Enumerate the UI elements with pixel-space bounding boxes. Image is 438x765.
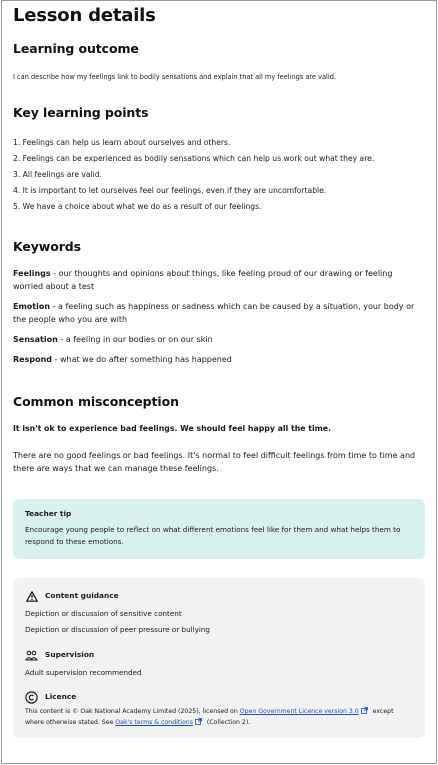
keywords-heading: Keywords [13,239,81,254]
list-item: 4. It is important to let ourselves feel our feelings, even if they are uncomfortable. [13,186,327,195]
copyright-icon [25,691,38,703]
misconception-question: It isn't ok to experience bad feelings. We should feel happy all the time. [13,424,332,433]
supervision-header [25,649,413,661]
content-guidance-item: Depiction or discussion of sensitive content [25,609,182,618]
learning-outcome-text: I can describe how my feelings link to bodily sensations and explain that all my feelings are valid. [13,73,336,81]
warning-triangle-icon [25,590,38,602]
keyword-term: Emotion [13,302,51,311]
content-guidance-item: Depiction or discussion of peer pressure or bullying [25,625,210,634]
keyword-term: Respond [13,355,52,364]
licence-text-part: This content is © Oak National Academy Limited (2025), licensed on [25,708,240,715]
supervision-text: Adult supervision recommended [25,668,142,677]
content-guidance-box [13,578,425,738]
licence-text-part: (Collection 2). [204,719,251,726]
list-item: 2. Feelings can be experienced as bodily sensations which can help us work out what they are. [13,154,375,163]
key-learning-points-list [13,135,425,215]
content-guidance-header [25,590,413,602]
keyword-item [13,333,425,346]
open-government-licence-link[interactable]: Open Government Licence version 3.0 [239,708,359,715]
licence-title: Licence [45,692,77,701]
keyword-definition: - our thoughts and opinions about things, like feeling proud of our drawing or feeling worried about a test [13,269,393,291]
list-item: 1. Feelings can help us learn about ourselves and others. [13,138,231,147]
external-link-icon [361,707,368,718]
licence-header [25,691,413,703]
external-link-icon [195,718,202,729]
teacher-tip-box [13,499,425,559]
list-item: 3. All feelings are valid. [13,170,103,179]
terms-and-conditions-link[interactable]: Oak's terms & conditions [115,719,193,726]
page-title: Lesson details [13,5,156,26]
supervision-title: Supervision [45,650,95,659]
lesson-details-panel [1,0,437,764]
teacher-tip-title: Teacher tip [25,509,72,518]
list-item: 5. We have a choice about what we do as a result of our feelings. [13,202,262,211]
content-guidance-title: Content guidance [45,591,119,600]
teacher-tip-text: Encourage young people to reflect on what different emotions feel like for them and what helps them to respond to these emotions. [25,525,401,546]
keyword-item [13,267,425,293]
keyword-item [13,300,425,326]
learning-outcome-heading: Learning outcome [13,41,139,56]
licence-text-part: except where otherwise stated. See [25,708,394,726]
licence-text [25,707,413,729]
keyword-definition: - what we do after something has happened [52,355,232,364]
misconception-answer: There are no good feelings or bad feelings. It's normal to feel difficult feelings from time to time and there are ways that we can manage these feelings. [13,451,416,473]
keyword-definition: - a feeling such as happiness or sadness which can be caused by a situation, your body or the people who you are with [13,302,415,324]
supervision-group-icon [25,649,38,661]
key-learning-points-heading: Key learning points [13,105,149,120]
keyword-term: Feelings [13,269,51,278]
keyword-item [13,353,425,366]
misconception-heading: Common misconception [13,394,179,409]
keyword-definition: - a feeling in our bodies or on our skin [57,335,213,344]
keyword-term: Sensation [13,335,58,344]
